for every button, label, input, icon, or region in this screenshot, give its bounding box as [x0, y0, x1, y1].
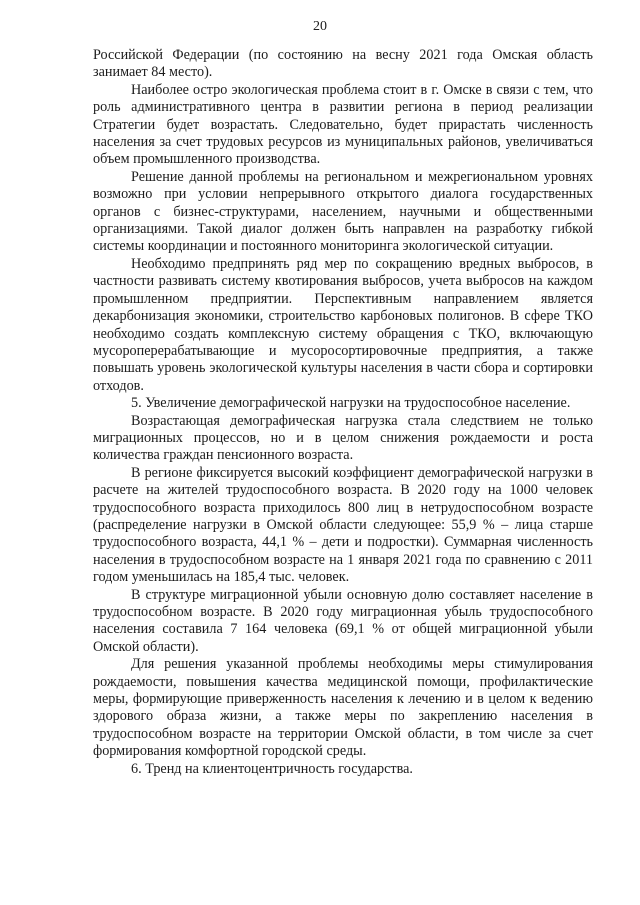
paragraph-demographic-coefficient: В регионе фиксируется высокий коэффициент демографической нагрузки в расчете на жителей трудоспособного возраста. В 2020 году на 1000 человек трудоспособного возраста приходилось 800 лиц в нетрудоспособном возрасте (распределение нагрузки в Омской области следующее: 55,9 % – лица старше трудоспособного возраста, 44,1 % – дети и подростки). Суммарная численность населения в трудоспособном возрасте на 1 января 2021 года по сравнению с 2011 годом уменьшилась на 185,4 тыс. человек. — [93, 464, 593, 586]
section-heading-demographic-load: 5. Увеличение демографической нагрузки на трудоспособное население. — [131, 395, 571, 412]
paragraph-emission-measures: Необходимо предпринять ряд мер по сокращению вредных выбросов, в частности развивать систему квотирования выбросов, учета выбросов на каждом промышленном предприятии. Перспективным направлением является декарбонизация экономики, строительство карбоновых полигонов. В сфере ТКО необходимо создать комплексную систему обращения с ТКО, включающую мусороперерабатывающие и мусоросортировочные предприятия, а также повышать уровень экологической культуры населения в части сбора и сортировки отходов. — [93, 255, 593, 394]
paragraph-measures: Для решения указанной проблемы необходимы меры стимулирования рождаемости, повышения качества медицинской помощи, профилактические меры, формирующие приверженность населения к лечению и в целом к ведению здорового образа жизни, а также меры по закреплению населения в трудоспособном возрасте на территории Омской области, в том числе за счет формирования комфортной городской среды. — [93, 656, 593, 760]
paragraph-migration-structure: В структуре миграционной убыли основную долю составляет население в трудоспособном возрасте. В 2020 году миграционная убыль трудоспособного населения составила 7 164 человека (69,1 % от общей миграционной убыли Омской области). — [93, 586, 593, 655]
paragraph-dialogue: Решение данной проблемы на региональном и межрегиональном уровнях возможно при условии непрерывного открытого диалога государственных органов с бизнес-структурами, населением, научными и общественными организациями. Такой диалог должен быть направлен на разработку гибкой системы координации и постоянного мониторинга экологической ситуации. — [93, 168, 593, 255]
document-body — [93, 47, 593, 778]
paragraph-demographic-causes: Возрастающая демографическая нагрузка стала следствием не только миграционных процессов, но и в целом снижения рождаемости и роста количества граждан пенсионного возраста. — [93, 412, 593, 464]
page-number: 20 — [313, 19, 327, 34]
paragraph-continuation: Российской Федерации (по состоянию на весну 2021 года Омская область занимает 84 место). — [93, 47, 593, 81]
section-heading-client-centricity: 6. Тренд на клиентоцентричность государства. — [131, 760, 413, 777]
paragraph-ecology-omsk: Наиболее остро экологическая проблема стоит в г. Омске в связи с тем, что роль административного центра в развитии региона в период реализации Стратегии будет возрастать. Следовательно, будет прирастать численность населения за счет трудовых ресурсов из муниципальных районов, увеличиваться объем промышленного производства. — [93, 81, 593, 168]
